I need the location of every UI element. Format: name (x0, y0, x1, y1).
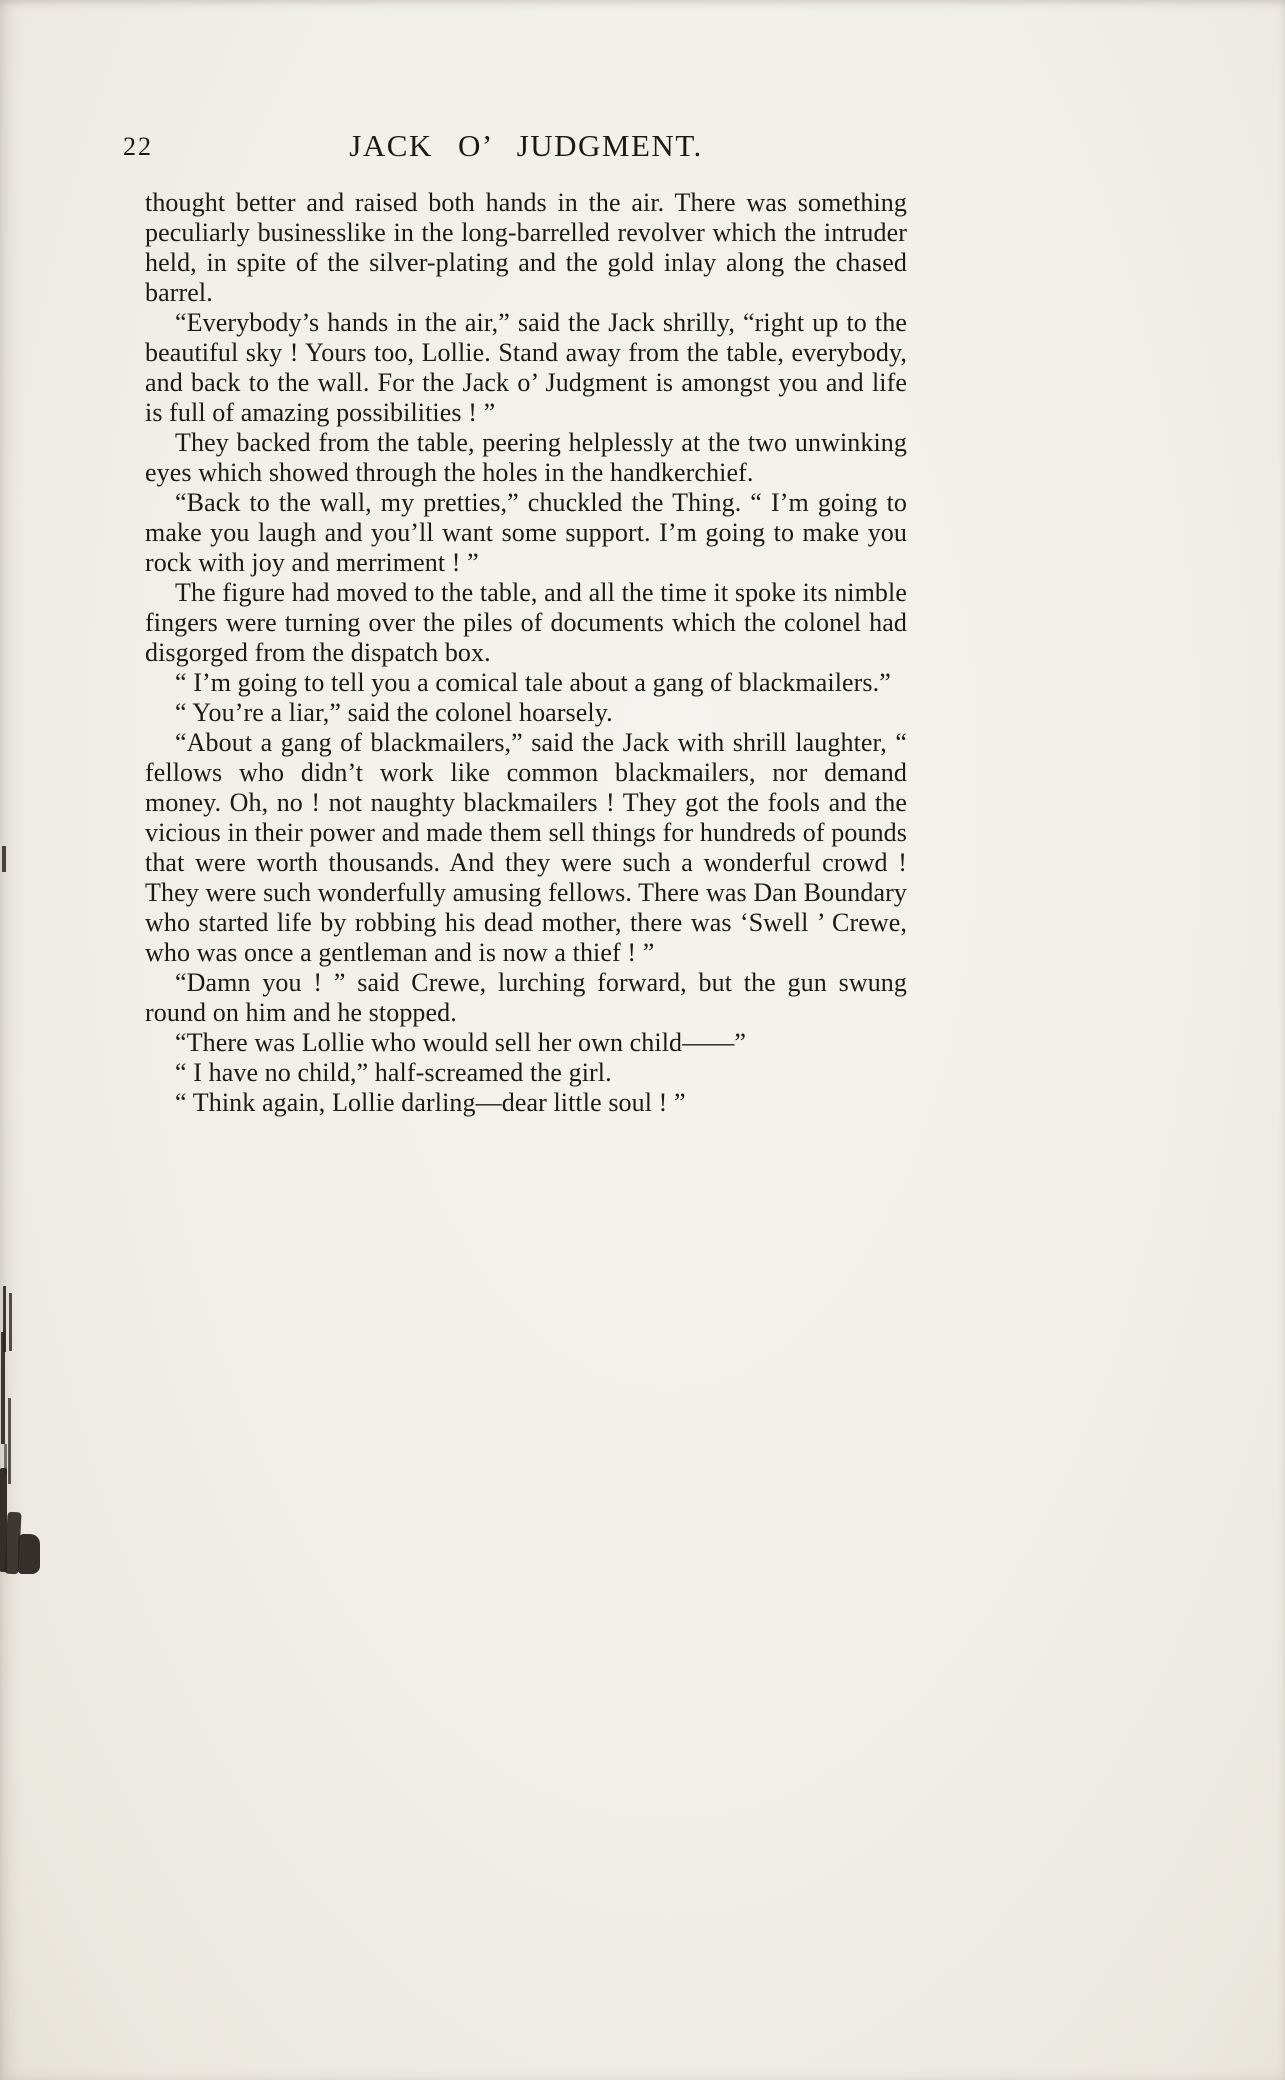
page-header (123, 120, 907, 164)
paragraph: “There was Lollie who would sell her own child——” (175, 1028, 746, 1057)
ink-mark (9, 1293, 12, 1351)
paragraph: thought better and raised both hands in the air. There was something peculiarly businesslike in the long-barrelled revolver which the intruder held, in spite of the silver-plating and the gold inlay along the chased barrel. (145, 188, 907, 307)
paragraph: “ You’re a liar,” said the colonel hoarsely. (175, 698, 613, 727)
paragraph: “Damn you ! ” said Crewe, lurching forward, but the gun swung round on him and he stopped. (145, 968, 907, 1027)
page-title: JACK O’ JUDGMENT. (349, 128, 703, 163)
body-text (145, 188, 907, 1118)
ink-mark (8, 1398, 11, 1484)
paragraph: They backed from the table, peering helplessly at the two unwinking eyes which showed through the holes in the handkerchief. (145, 428, 907, 487)
paragraph: “Everybody’s hands in the air,” said the Jack shrilly, “right up to the beautiful sky ! Yours too, Lollie. Stand away from the table, everybody, and back to the wall. For the Jack o’ Judgment is amongst you and life is full of amazing possibilities ! ” (145, 308, 907, 427)
page-number: 22 (123, 132, 153, 161)
paragraph: “ I’m going to tell you a comical tale about a gang of blackmailers.” (175, 668, 891, 697)
paragraph: “About a gang of blackmailers,” said the Jack with shrill laughter, “ fellows who didn’t work like common blackmailers, nor demand money. Oh, no ! not naughty blackmailers ! They got the fools and the vicious in their power and made them sell things for hundreds of pounds that were worth thousands. And they were such a wonderful crowd ! They were such wonderfully amusing fellows. There was Dan Boundary who started life by robbing his dead mother, there was ‘Swell ’ Crewe, who was once a gentleman and is now a thief ! ” (145, 728, 907, 967)
paragraph: The figure had moved to the table, and all the time it spoke its nimble fingers were turning over the piles of documents which the colonel had disgorged from the dispatch box. (145, 578, 907, 667)
ink-mark (4, 1444, 7, 1474)
paragraph: “ I have no child,” half-screamed the girl. (175, 1058, 612, 1087)
ink-mark (18, 1534, 40, 1574)
paragraph: “ Think again, Lollie darling—dear little soul ! ” (175, 1088, 686, 1117)
ink-mark (2, 846, 6, 872)
ink-mark (1, 1332, 5, 1444)
paragraph: “Back to the wall, my pretties,” chuckled the Thing. “ I’m going to make you laugh and you’ll want some support. I’m going to make you rock with joy and merriment ! ” (145, 488, 907, 577)
